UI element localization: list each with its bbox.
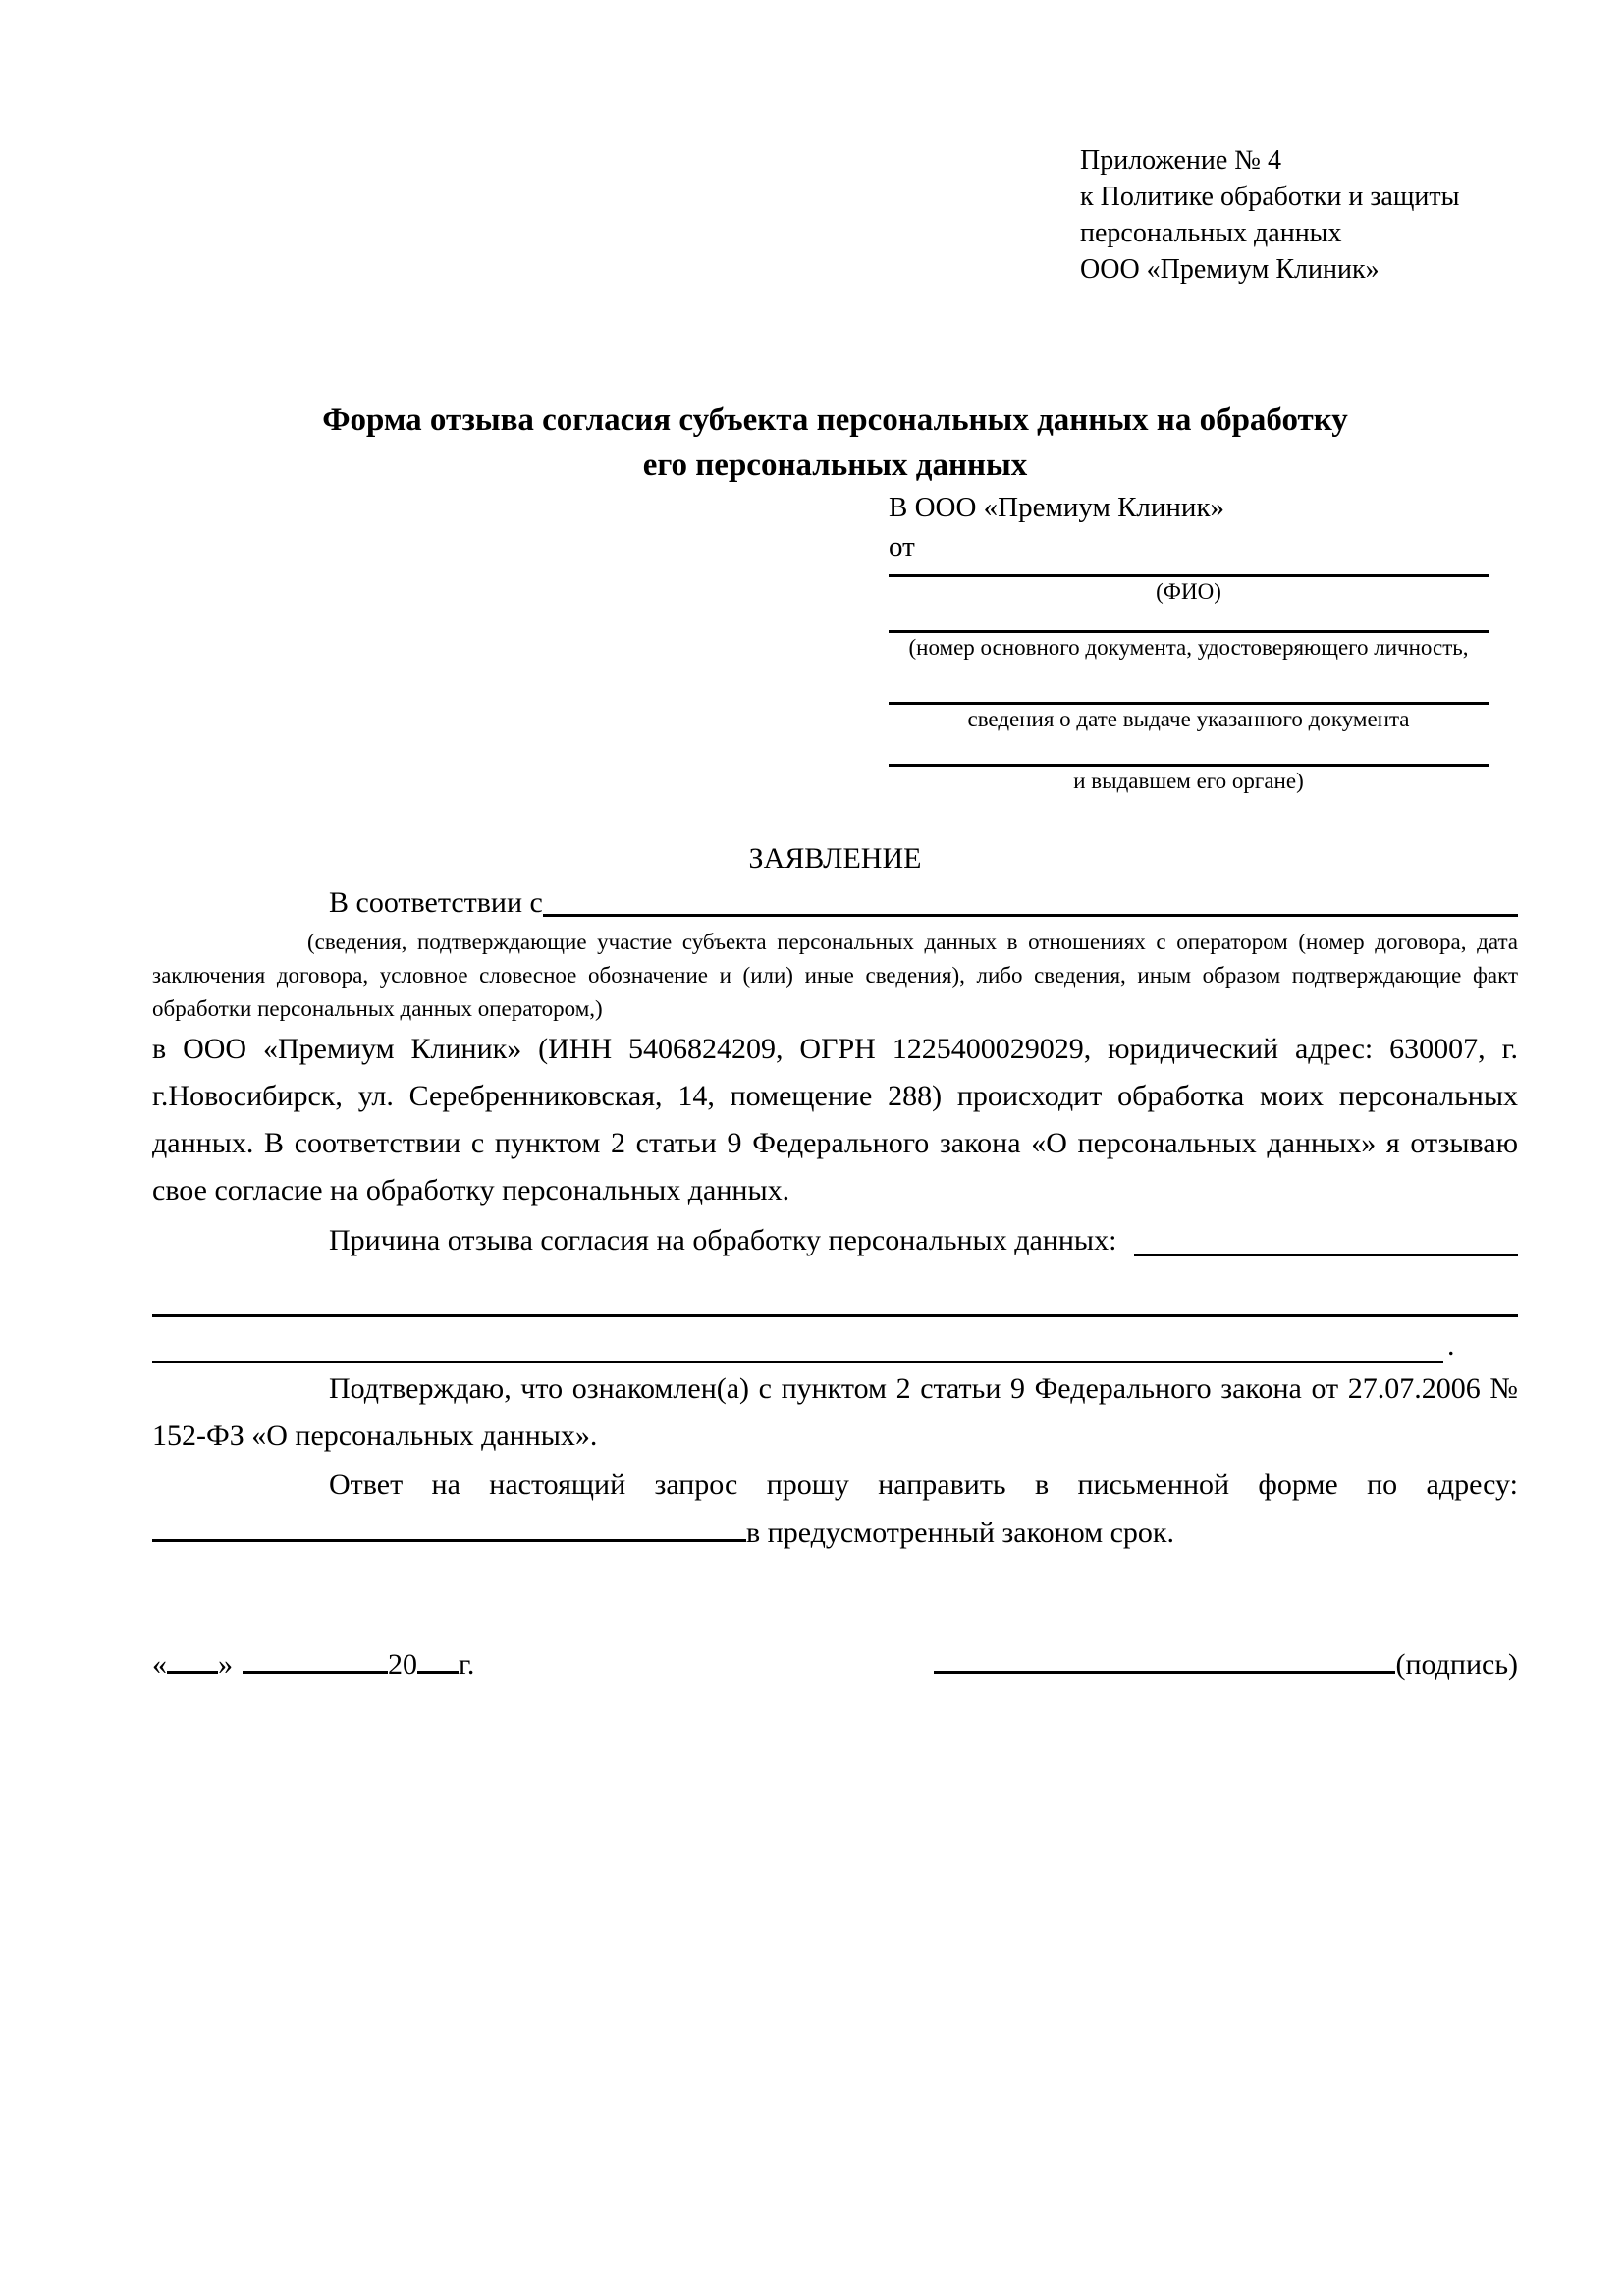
issue-date-blank-line	[889, 663, 1489, 705]
reply-suffix: в предусмотренный законом срок.	[746, 1517, 1174, 1549]
reason-label: Причина отзыва согласия на обработку персональных данных:	[329, 1224, 1117, 1256]
quote-close: »	[218, 1648, 233, 1681]
document-title-line1: Форма отзыва согласия субъекта персональных данных на обработку	[322, 402, 1348, 438]
month-blank-line	[243, 1641, 388, 1674]
reply-address-row	[152, 1509, 1518, 1558]
reason-row	[152, 1216, 1518, 1265]
document-title	[152, 398, 1518, 488]
signature-caption: (подпись)	[1395, 1648, 1518, 1681]
appendix-line: Приложение № 4	[1080, 145, 1281, 176]
appendix-block	[1080, 142, 1518, 288]
addressee-block	[889, 488, 1489, 796]
year-blank-line	[417, 1641, 459, 1674]
appendix-line: персональных данных	[1080, 218, 1342, 248]
addressee-from-label: от	[889, 531, 915, 562]
issue-org-caption: и выдавшем его органе)	[1073, 769, 1304, 793]
day-blank-line	[167, 1641, 218, 1674]
fio-caption: (ФИО)	[1156, 579, 1221, 604]
issue-org-blank-line	[889, 734, 1489, 767]
reason-blank-line-2	[152, 1265, 1518, 1317]
year-prefix: 20	[388, 1648, 417, 1681]
reply-request-paragraph: Ответ на настоящий запрос прошу направить в письменной форме по адресу:	[329, 1468, 1518, 1501]
reason-blank-line-3	[152, 1321, 1443, 1363]
paragraph-indent	[152, 1216, 329, 1265]
appendix-line: к Политике обработки и защиты	[1080, 182, 1460, 212]
fio-blank-line	[889, 566, 1489, 577]
paragraph-indent	[152, 881, 329, 926]
statement-body: в ООО «Премиум Клиник» (ИНН 5406824209, ОГРН 1225400029029, юридический адрес: 630007, г. г.Новосибирск, ул. Серебренниковская, 14, помещение 288) происходит обработка моих персональных данных. В соответствии с пунктом 2 статьи 9 Федерального закона «О персональных данных» я отзываю свое согласие на обработку персональных данных.	[152, 1033, 1518, 1206]
issue-date-caption: сведения о дате выдаче указанного документа	[967, 707, 1410, 731]
intro-label: В соответствии с	[329, 886, 543, 919]
signature-blank-line	[934, 1641, 1395, 1674]
intro-blank-line	[543, 914, 1518, 917]
quote-open: «	[152, 1648, 167, 1681]
reason-terminator: .	[1447, 1329, 1455, 1362]
statement-intro-row	[152, 881, 1518, 926]
document-title-line2: его персональных данных	[642, 448, 1028, 483]
date-group	[152, 1641, 474, 1685]
intro-note: (сведения, подтверждающие участие субъекта персональных данных в отношениях с оператором (номер договора, дата заключения договора, условное словесное обозначение и (или) иные сведения), либо сведения, иным образом подтверждающие факт обработки персональных данных оператором,)	[152, 930, 1518, 1021]
reason-blank-line	[1134, 1254, 1518, 1256]
reply-address-blank-line	[152, 1510, 746, 1542]
confirmation-paragraph: Подтверждаю, что ознакомлен(а) с пунктом 2 статьи 9 Федерального закона от 27.07.2006 № 152-ФЗ «О персональных данных».	[152, 1372, 1518, 1452]
reason-blank-row-3	[152, 1317, 1518, 1363]
appendix-line: ООО «Премиум Клиник»	[1080, 254, 1380, 285]
addressee-to: В ООО «Премиум Клиник»	[889, 492, 1225, 523]
signature-group	[934, 1641, 1518, 1685]
statement-heading: ЗАЯВЛЕНИЕ	[748, 842, 922, 875]
date-signature-row	[152, 1641, 1518, 1685]
document-number-caption: (номер основного документа, удостоверяющего личность,	[908, 635, 1469, 660]
document-number-blank-line	[889, 607, 1489, 633]
year-suffix: г.	[459, 1648, 475, 1681]
